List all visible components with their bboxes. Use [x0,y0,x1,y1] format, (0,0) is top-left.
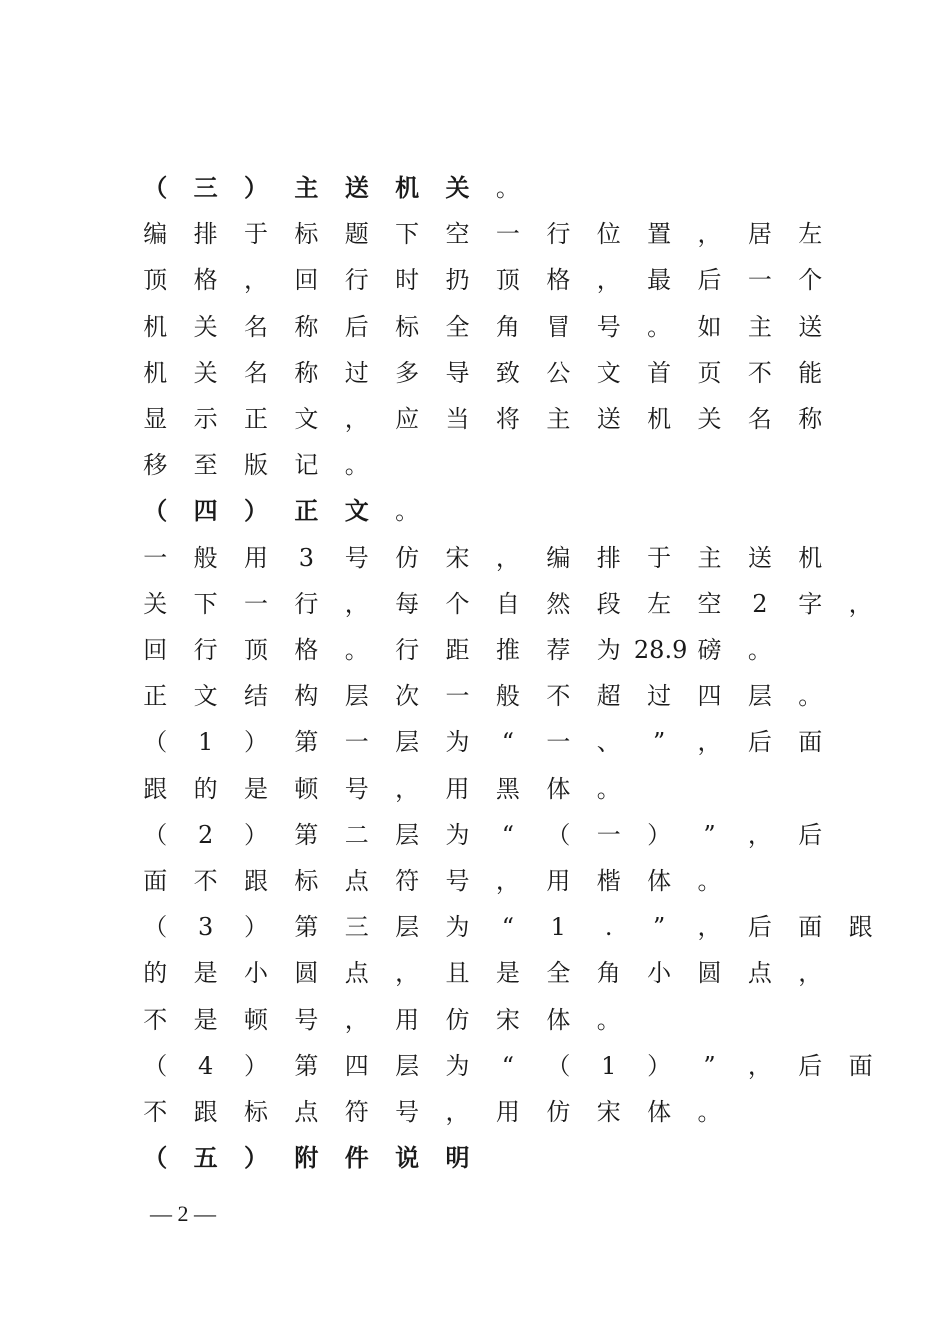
paragraph-line: 机 关 名 称 过 多 导 致 公 文 首 页 不 能 [143,358,823,387]
paragraph-line: 回 行 顶 格 。 行 距 推 荐 为 28.9 磅 。 [143,636,772,664]
paragraph-line: （ 2 ） 第 二 层 为 “ （ 一 ） ” ， 后 [143,820,823,849]
paragraph-line: （ 1 ） 第 一 层 为 “ 一 、 ” ， 后 面 [143,728,823,757]
section-heading: （ 三 ） 主 送 机 关 。 [143,173,520,202]
section-heading: （ 五 ） 附 件 说 明 [143,1143,470,1173]
paragraph-line: 一 般 用 3 号 仿 宋 ， 编 排 于 主 送 机 [143,543,823,572]
paragraph-line: 不 是 顿 号 ， 用 仿 宋 体 。 [143,1005,621,1034]
paragraph-line: 移 至 版 记 。 [143,451,369,480]
paragraph-line: （ 3 ） 第 三 层 为 “ 1 . ” ， 后 面 跟 [143,913,873,942]
paragraph-line: 显 示 正 文 ， 应 当 将 主 送 机 关 名 称 [143,405,823,433]
paragraph-line: 正 文 结 构 层 次 一 般 不 超 过 四 层 。 [143,682,823,711]
paragraph-line: 顶 格 ， 回 行 时 扔 顶 格 ， 最 后 一 个 [143,266,823,295]
paragraph-line: 编 排 于 标 题 下 空 一 行 位 置 ， 居 左 [143,220,823,249]
paragraph-line: 跟 的 是 顿 号 ， 用 黑 体 。 [143,774,621,803]
paragraph-line: 关 下 一 行 ， 每 个 自 然 段 左 空 2 字 ， [143,589,873,618]
paragraph-line: 的 是 小 圆 点 ， 且 是 全 角 小 圆 点 ， [143,959,823,988]
paragraph-line: 面 不 跟 标 点 符 号 ， 用 楷 体 。 [143,867,722,895]
paragraph-line: （ 4 ） 第 四 层 为 “ （ 1 ） ” ， 后 面 [143,1051,873,1080]
page-number: — 2 — [150,1201,216,1226]
paragraph-line: 不 跟 标 点 符 号 ， 用 仿 宋 体 。 [143,1098,722,1126]
section-heading: （ 四 ） 正 文 。 [143,496,420,526]
paragraph-line: 机 关 名 称 后 标 全 角 冒 号 。 如 主 送 [143,312,823,341]
